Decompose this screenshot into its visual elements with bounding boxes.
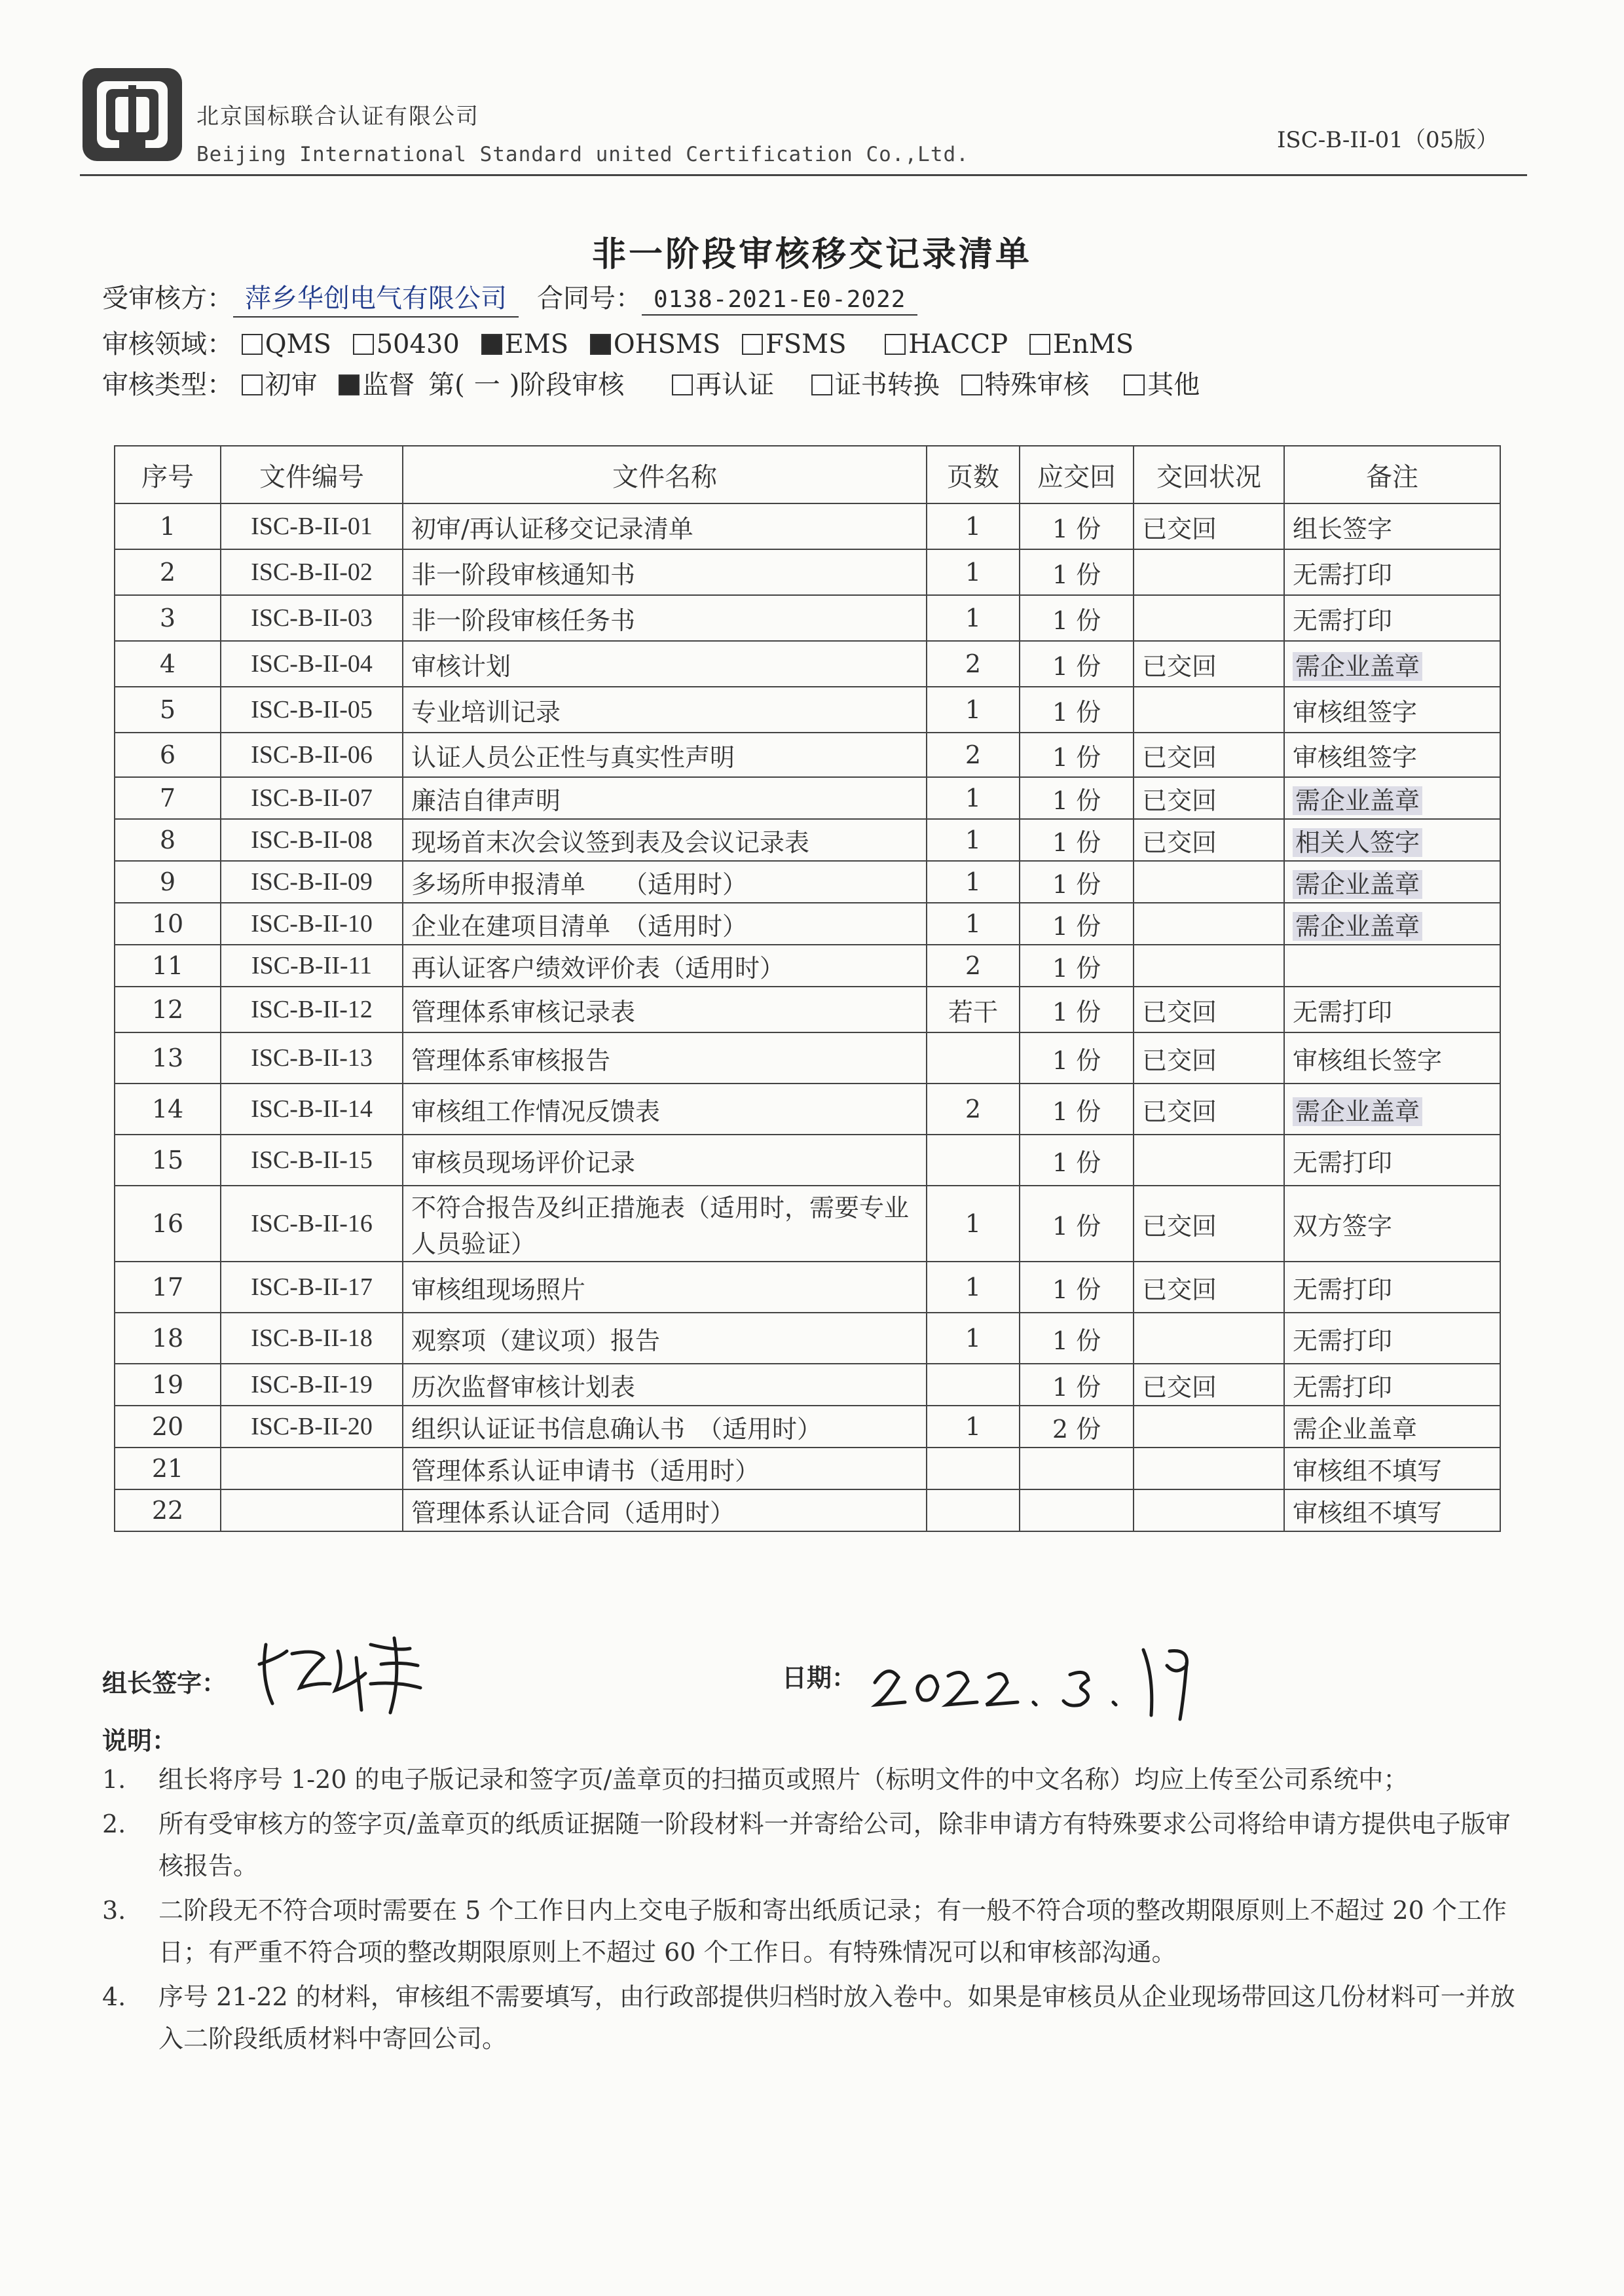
cell-remarks: 审核组不填写 — [1284, 1489, 1500, 1531]
cell-seq: 12 — [115, 987, 221, 1032]
cell-status — [1134, 1406, 1284, 1448]
form-code: ISC-B-II-01（05版） — [1277, 127, 1499, 153]
cell-doc-name: 审核计划 — [403, 641, 927, 687]
table-row — [115, 1313, 1500, 1364]
cell-doc-code: ISC-B-II-02 — [221, 549, 403, 595]
highlighted-remark: 相关人签字 — [1293, 828, 1422, 857]
cell-doc-code — [221, 1489, 403, 1531]
cell-seq: 22 — [115, 1489, 221, 1531]
cell-remarks: 无需打印 — [1284, 987, 1500, 1032]
cell-pages: 1 — [927, 1186, 1020, 1262]
domain-option-qms[interactable]: QMS — [242, 329, 331, 359]
cell-status: 已交回 — [1134, 1032, 1284, 1084]
cell-due: 1 份 — [1020, 1364, 1134, 1406]
cell-status — [1134, 861, 1284, 903]
cell-doc-name: 管理体系审核记录表 — [403, 987, 927, 1032]
cell-status: 已交回 — [1134, 819, 1284, 861]
cell-due: 1 份 — [1020, 595, 1134, 641]
cell-pages — [927, 1448, 1020, 1489]
cell-due: 1 份 — [1020, 503, 1134, 549]
cell-seq: 14 — [115, 1084, 221, 1135]
type-option-other[interactable]: 其他 — [1124, 364, 1200, 401]
cell-doc-code: ISC-B-II-19 — [221, 1364, 403, 1406]
cell-pages: 1 — [927, 687, 1020, 733]
type-option-surveillance[interactable]: 监督 — [339, 364, 415, 401]
cell-remarks — [1284, 777, 1500, 819]
domain-checkbox-haccp[interactable] — [885, 334, 906, 355]
cell-due: 1 份 — [1020, 1262, 1134, 1313]
cell-seq: 4 — [115, 641, 221, 687]
type-checkbox-recert[interactable] — [672, 374, 693, 395]
cell-due: 1 份 — [1020, 1186, 1134, 1262]
cell-doc-code: ISC-B-II-08 — [221, 819, 403, 861]
cell-doc-name: 初审/再认证移交记录清单 — [403, 503, 927, 549]
cell-due: 1 份 — [1020, 549, 1134, 595]
cell-pages: 1 — [927, 1406, 1020, 1448]
cell-seq: 10 — [115, 903, 221, 945]
table-row — [115, 1262, 1500, 1313]
cell-doc-name: 企业在建项目清单 （适用时） — [403, 903, 927, 945]
cell-status — [1134, 687, 1284, 733]
cell-status — [1134, 945, 1284, 987]
highlighted-remark: 需企业盖章 — [1293, 912, 1422, 941]
cell-doc-name: 非一阶段审核通知书 — [403, 549, 927, 595]
col-header-seq: 序号 — [115, 446, 221, 503]
cell-pages — [927, 1135, 1020, 1186]
cell-doc-code: ISC-B-II-10 — [221, 903, 403, 945]
col-header-remarks: 备注 — [1284, 446, 1500, 503]
domain-checkbox-50430[interactable] — [353, 334, 374, 355]
cell-remarks: 审核组不填写 — [1284, 1448, 1500, 1489]
cell-status — [1134, 595, 1284, 641]
cell-seq: 3 — [115, 595, 221, 641]
cell-status — [1134, 1313, 1284, 1364]
audit-domain-line — [102, 323, 1147, 361]
cell-seq: 7 — [115, 777, 221, 819]
highlighted-remark: 需企业盖章 — [1293, 786, 1422, 815]
domain-option-haccp[interactable]: HACCP — [885, 329, 1008, 359]
cell-status — [1134, 903, 1284, 945]
domain-option-ohsms[interactable]: OHSMS — [590, 329, 720, 359]
cell-doc-code: ISC-B-II-16 — [221, 1186, 403, 1262]
cell-doc-code — [221, 1448, 403, 1489]
table-body — [115, 503, 1500, 1531]
cell-due — [1020, 1489, 1134, 1531]
company-logo — [80, 65, 185, 164]
cell-seq: 1 — [115, 503, 221, 549]
cell-remarks: 无需打印 — [1284, 595, 1500, 641]
col-header-pages: 页数 — [927, 446, 1020, 503]
cell-status: 已交回 — [1134, 987, 1284, 1032]
table-row — [115, 777, 1500, 819]
cell-doc-code: ISC-B-II-09 — [221, 861, 403, 903]
auditee-value: 萍乡华创电气有限公司 — [233, 278, 519, 318]
header-divider — [80, 174, 1527, 176]
cell-doc-code: ISC-B-II-14 — [221, 1084, 403, 1135]
cell-status — [1134, 549, 1284, 595]
cell-doc-name: 管理体系认证申请书（适用时） — [403, 1448, 927, 1489]
cell-doc-name: 多场所申报清单 （适用时） — [403, 861, 927, 903]
cell-seq: 16 — [115, 1186, 221, 1262]
cell-doc-name: 组织认证证书信息确认书 （适用时） — [403, 1406, 927, 1448]
cell-doc-code: ISC-B-II-20 — [221, 1406, 403, 1448]
cell-due: 1 份 — [1020, 641, 1134, 687]
col-header-doc-name: 文件名称 — [403, 446, 927, 503]
cell-pages — [927, 1032, 1020, 1084]
cell-remarks: 审核组长签字 — [1284, 1032, 1500, 1084]
cell-seq: 17 — [115, 1262, 221, 1313]
table-row — [115, 1186, 1500, 1262]
cell-pages: 1 — [927, 777, 1020, 819]
type-checkbox-surveillance[interactable] — [339, 374, 360, 395]
col-header-due: 应交回 — [1020, 446, 1134, 503]
table-row — [115, 1135, 1500, 1186]
cell-doc-name: 认证人员公正性与真实性声明 — [403, 733, 927, 777]
cell-remarks — [1284, 819, 1500, 861]
cell-status — [1134, 1135, 1284, 1186]
contract-value: 0138-2021-E0-2022 — [642, 286, 917, 316]
highlighted-remark: 需企业盖章 — [1293, 870, 1422, 899]
type-checkbox-initial[interactable] — [242, 374, 263, 395]
cell-due: 1 份 — [1020, 987, 1134, 1032]
table-row — [115, 1448, 1500, 1489]
cell-pages: 1 — [927, 819, 1020, 861]
table-row — [115, 1406, 1500, 1448]
cell-doc-code: ISC-B-II-05 — [221, 687, 403, 733]
table-row — [115, 1489, 1500, 1531]
cell-doc-code: ISC-B-II-11 — [221, 945, 403, 987]
stage-field: 第( 一 )阶段审核 — [428, 370, 625, 400]
leader-handwritten-signature — [246, 1625, 430, 1717]
table-row — [115, 733, 1500, 777]
cell-doc-code: ISC-B-II-12 — [221, 987, 403, 1032]
note-item: 1. 组长将序号 1-20 的电子版记录和签字页/盖章页的扫描页或照片（标明文件的中文名称）均应上传至公司系统中； — [102, 1765, 1409, 1794]
table-row — [115, 987, 1500, 1032]
cell-seq: 11 — [115, 945, 221, 987]
cell-remarks: 双方签字 — [1284, 1186, 1500, 1262]
notes-list — [102, 1758, 1530, 2062]
cell-doc-code: ISC-B-II-04 — [221, 641, 403, 687]
cell-due — [1020, 1448, 1134, 1489]
table-row — [115, 687, 1500, 733]
cell-doc-name: 现场首末次会议签到表及会议记录表 — [403, 819, 927, 861]
cell-remarks — [1284, 903, 1500, 945]
contract-label: 合同号： — [537, 283, 642, 314]
cell-status: 已交回 — [1134, 641, 1284, 687]
cell-doc-name: 专业培训记录 — [403, 687, 927, 733]
col-header-doc-code: 文件编号 — [221, 446, 403, 503]
domain-option-enms[interactable]: EnMS — [1029, 329, 1134, 359]
audit-domain-label: 审核领域： — [102, 329, 233, 359]
domain-checkbox-ohsms[interactable] — [590, 334, 611, 355]
auditee-line — [102, 278, 936, 318]
cell-due: 1 份 — [1020, 861, 1134, 903]
notes-title: 说明： — [102, 1726, 177, 1755]
cell-doc-code: ISC-B-II-03 — [221, 595, 403, 641]
highlighted-remark: 需企业盖章 — [1293, 652, 1422, 681]
cell-doc-code: ISC-B-II-07 — [221, 777, 403, 819]
table-row — [115, 1364, 1500, 1406]
cell-seq: 21 — [115, 1448, 221, 1489]
audit-type-label: 审核类型： — [102, 370, 233, 400]
cell-due: 1 份 — [1020, 1313, 1134, 1364]
cell-due: 1 份 — [1020, 1032, 1134, 1084]
cell-pages: 1 — [927, 503, 1020, 549]
cell-remarks — [1284, 641, 1500, 687]
note-item: 2. 所有受审核方的签字页/盖章页的纸质证据随一阶段材料一并寄给公司，除非申请方有特殊要求公司将给申请方提供电子版审核报告。 — [102, 1810, 1511, 1880]
transfer-record-table — [114, 445, 1501, 1532]
cell-seq: 18 — [115, 1313, 221, 1364]
table-row — [115, 503, 1500, 549]
cell-doc-name: 再认证客户绩效评价表（适用时） — [403, 945, 927, 987]
cell-pages: 1 — [927, 1262, 1020, 1313]
table-row — [115, 903, 1500, 945]
cell-status: 已交回 — [1134, 777, 1284, 819]
cell-due: 1 份 — [1020, 1084, 1134, 1135]
cell-due: 1 份 — [1020, 777, 1134, 819]
cell-remarks — [1284, 1084, 1500, 1135]
cell-doc-name: 历次监督审核计划表 — [403, 1364, 927, 1406]
type-option-recert[interactable]: 再认证 — [672, 364, 774, 401]
cell-status: 已交回 — [1134, 1186, 1284, 1262]
note-item: 3. 二阶段无不符合项时需要在 5 个工作日内上交电子版和寄出纸质记录；有一般不符合项的整改期限原则上不超过 20 个工作日；有严重不符合项的整改期限原则上不超过 60 个工作日。有特殊情况可以和审核部沟通。 — [102, 1896, 1507, 1967]
cell-pages: 1 — [927, 861, 1020, 903]
cell-pages: 2 — [927, 945, 1020, 987]
highlighted-remark: 需企业盖章 — [1293, 1097, 1422, 1126]
table-row — [115, 861, 1500, 903]
table-row — [115, 1084, 1500, 1135]
stage-value[interactable]: 一 — [473, 370, 500, 400]
cell-due: 2 份 — [1020, 1406, 1134, 1448]
cell-seq: 5 — [115, 687, 221, 733]
cell-remarks: 无需打印 — [1284, 549, 1500, 595]
cell-status — [1134, 1448, 1284, 1489]
cell-remarks: 需企业盖章 — [1284, 1406, 1500, 1448]
table-row — [115, 945, 1500, 987]
cell-due: 1 份 — [1020, 819, 1134, 861]
cell-seq: 15 — [115, 1135, 221, 1186]
cell-seq: 6 — [115, 733, 221, 777]
cell-due: 1 份 — [1020, 945, 1134, 987]
cell-remarks: 组长签字 — [1284, 503, 1500, 549]
signature-row — [102, 1650, 1543, 1715]
cell-due: 1 份 — [1020, 903, 1134, 945]
cell-doc-name: 观察项（建议项）报告 — [403, 1313, 927, 1364]
cell-seq: 19 — [115, 1364, 221, 1406]
cell-pages: 1 — [927, 1313, 1020, 1364]
cell-doc-code: ISC-B-II-06 — [221, 733, 403, 777]
cell-doc-code: ISC-B-II-13 — [221, 1032, 403, 1084]
cell-remarks: 无需打印 — [1284, 1364, 1500, 1406]
cell-remarks: 无需打印 — [1284, 1313, 1500, 1364]
cell-seq: 2 — [115, 549, 221, 595]
domain-checkbox-qms[interactable] — [242, 334, 263, 355]
col-header-status: 交回状况 — [1134, 446, 1284, 503]
cell-doc-name: 审核员现场评价记录 — [403, 1135, 927, 1186]
domain-checkbox-fsms[interactable] — [742, 334, 763, 355]
cell-status — [1134, 1489, 1284, 1531]
cell-doc-code: ISC-B-II-01 — [221, 503, 403, 549]
audit-type-line — [102, 364, 1213, 401]
cell-remarks: 审核组签字 — [1284, 733, 1500, 777]
cell-seq: 8 — [115, 819, 221, 861]
cell-due: 1 份 — [1020, 1135, 1134, 1186]
cell-pages: 1 — [927, 549, 1020, 595]
cell-seq: 9 — [115, 861, 221, 903]
cell-pages — [927, 1489, 1020, 1531]
cell-pages: 2 — [927, 1084, 1020, 1135]
cell-seq: 13 — [115, 1032, 221, 1084]
cell-seq: 20 — [115, 1406, 221, 1448]
type-checkbox-special[interactable] — [961, 374, 982, 395]
type-option-transfer[interactable]: 证书转换 — [811, 364, 940, 401]
cell-pages — [927, 1364, 1020, 1406]
cell-pages: 若干 — [927, 987, 1020, 1032]
cell-doc-name: 廉洁自律声明 — [403, 777, 927, 819]
domain-option-fsms[interactable]: FSMS — [742, 329, 847, 359]
cell-remarks: 无需打印 — [1284, 1262, 1500, 1313]
type-option-initial[interactable]: 初审 — [242, 364, 318, 401]
cell-status: 已交回 — [1134, 503, 1284, 549]
cell-remarks: 无需打印 — [1284, 1135, 1500, 1186]
cell-doc-name: 管理体系认证合同（适用时） — [403, 1489, 927, 1531]
cell-pages: 2 — [927, 641, 1020, 687]
table-header-row — [115, 446, 1500, 503]
domain-option-50430[interactable]: 50430 — [353, 329, 460, 359]
cell-doc-name: 管理体系审核报告 — [403, 1032, 927, 1084]
cell-doc-name: 审核组现场照片 — [403, 1262, 927, 1313]
type-option-special[interactable]: 特殊审核 — [961, 364, 1090, 401]
auditee-label: 受审核方： — [102, 283, 233, 314]
company-name-en: Beijing International Standard united Certification Co.,Ltd. — [196, 143, 969, 166]
cell-doc-name: 非一阶段审核任务书 — [403, 595, 927, 641]
cell-pages: 2 — [927, 733, 1020, 777]
date-label: 日期： — [782, 1663, 857, 1692]
domain-option-ems[interactable]: EMS — [481, 329, 569, 359]
leader-signature-label: 组长签字： — [102, 1668, 227, 1698]
note-item: 4. 序号 21-22 的材料，审核组不需要填写，由行政部提供归档时放入卷中。如果是审核员从企业现场带回这几份材料可一并放入二阶段纸质材料中寄回公司。 — [102, 1982, 1515, 2053]
cell-status: 已交回 — [1134, 1084, 1284, 1135]
cell-doc-code: ISC-B-II-17 — [221, 1262, 403, 1313]
cell-doc-code: ISC-B-II-18 — [221, 1313, 403, 1364]
handwritten-date — [862, 1637, 1202, 1722]
table-row — [115, 549, 1500, 595]
cell-due: 1 份 — [1020, 733, 1134, 777]
type-checkbox-other[interactable] — [1124, 374, 1145, 395]
domain-checkbox-enms[interactable] — [1029, 334, 1050, 355]
document-title: 非一阶段审核移交记录清单 — [591, 234, 1032, 274]
cell-doc-name: 审核组工作情况反馈表 — [403, 1084, 927, 1135]
domain-checkbox-ems[interactable] — [481, 334, 502, 355]
cell-status: 已交回 — [1134, 1262, 1284, 1313]
cell-pages: 1 — [927, 903, 1020, 945]
type-checkbox-transfer[interactable] — [811, 374, 832, 395]
table-row — [115, 641, 1500, 687]
cell-status: 已交回 — [1134, 1364, 1284, 1406]
cell-doc-code: ISC-B-II-15 — [221, 1135, 403, 1186]
cell-pages: 1 — [927, 595, 1020, 641]
table-row — [115, 819, 1500, 861]
cell-due: 1 份 — [1020, 687, 1134, 733]
cell-remarks — [1284, 945, 1500, 987]
cell-status: 已交回 — [1134, 733, 1284, 777]
company-name-cn: 北京国标联合认证有限公司 — [196, 103, 479, 130]
cell-remarks: 审核组签字 — [1284, 687, 1500, 733]
table-row — [115, 595, 1500, 641]
table-row — [115, 1032, 1500, 1084]
cell-doc-name: 不符合报告及纠正措施表（适用时，需要专业人员验证） — [403, 1186, 927, 1262]
cell-remarks — [1284, 861, 1500, 903]
